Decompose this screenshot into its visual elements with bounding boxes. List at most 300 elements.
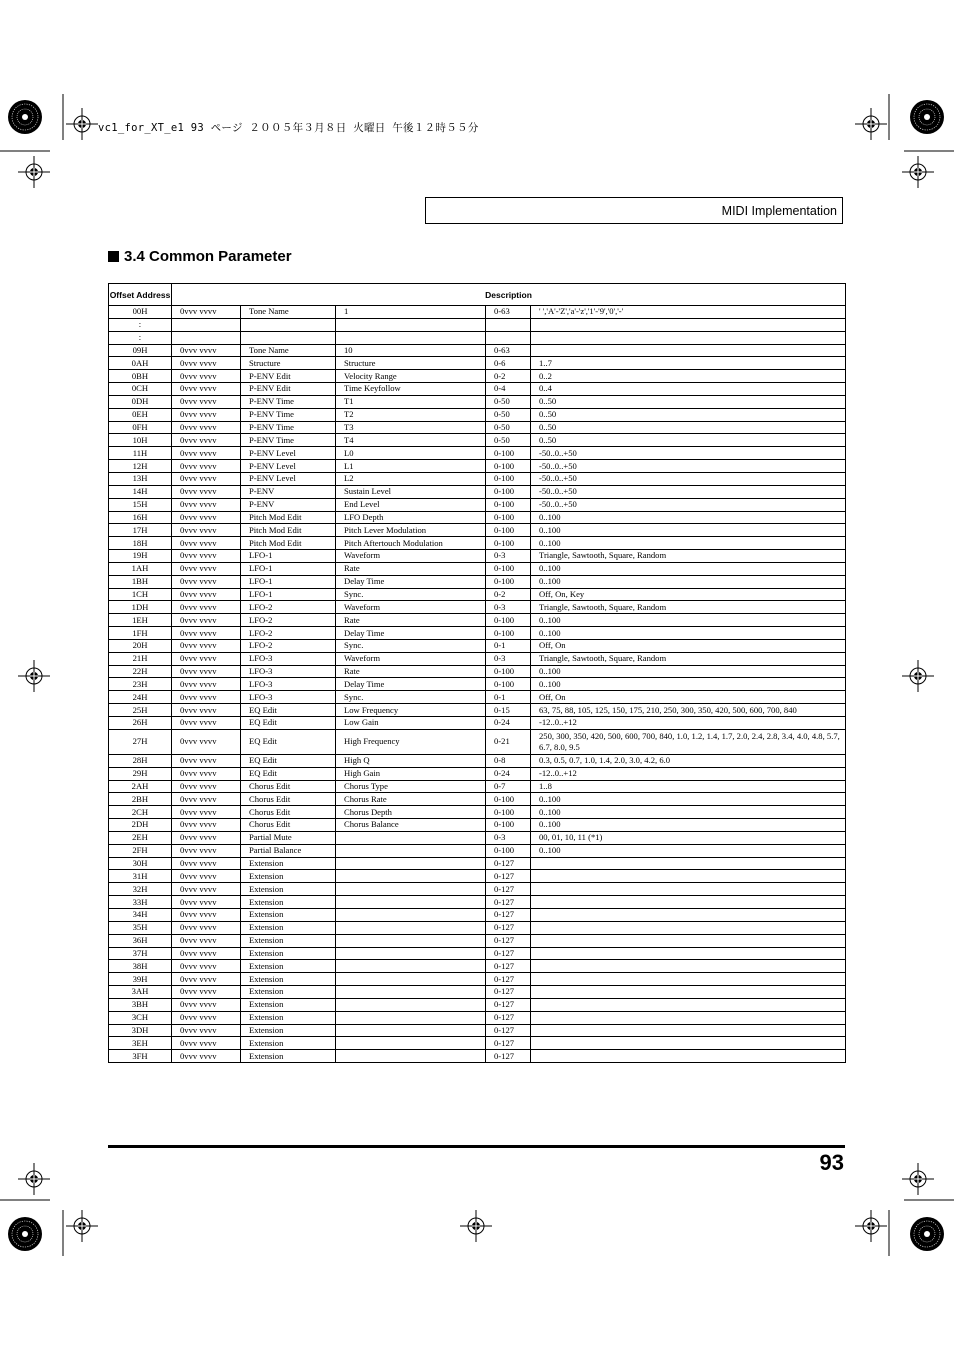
cell-parameter: LFO Depth [336, 511, 486, 524]
table-row [109, 844, 846, 857]
registration-target-icon [855, 108, 887, 140]
cell-parameter: T3 [336, 421, 486, 434]
cell-range: 0-127 [486, 947, 531, 960]
cell-range: 0-100 [486, 575, 531, 588]
cell-values: 0..100 [531, 793, 846, 806]
table-row [109, 588, 846, 601]
cell-values: -50..0..+50 [531, 447, 846, 460]
cell-address: 3DH [109, 1024, 172, 1037]
cell-range: 0-100 [486, 447, 531, 460]
cell-values [531, 1037, 846, 1050]
table-row [109, 908, 846, 921]
table-row [109, 434, 846, 447]
cell-group: EQ Edit [241, 767, 336, 780]
cell-bits: 0vvv vvvv [172, 870, 241, 883]
heading-text: 3.4 Common Parameter [124, 248, 292, 265]
cell-parameter: 10 [336, 344, 486, 357]
cell-range: 0-127 [486, 1037, 531, 1050]
cell-address: 1EH [109, 614, 172, 627]
cell-values: 0..100 [531, 819, 846, 832]
cell-range: 0-15 [486, 704, 531, 717]
cell-address: 3FH [109, 1050, 172, 1063]
cell-range [486, 331, 531, 344]
cell-group: LFO-1 [241, 562, 336, 575]
cell-address: 31H [109, 870, 172, 883]
table-row [109, 998, 846, 1011]
cell-bits: 0vvv vvvv [172, 524, 241, 537]
cell-group: Chorus Edit [241, 793, 336, 806]
cell-parameter: Structure [336, 357, 486, 370]
table-row [109, 408, 846, 421]
cell-range: 0-127 [486, 883, 531, 896]
cell-address: 09H [109, 344, 172, 357]
cell-parameter: Delay Time [336, 678, 486, 691]
registration-target-icon [460, 1210, 492, 1242]
cell-address: : [109, 331, 172, 344]
cell-parameter: Chorus Type [336, 780, 486, 793]
cell-values: 250, 300, 350, 420, 500, 600, 700, 840, 1.0, 1.2, 1.4, 1.7, 2.0, 2.4, 2.8, 3.4, 4.0, 4.8, 5.7, 6.7, 8.0, 9.5 [531, 729, 846, 754]
cell-bits: 0vvv vvvv [172, 652, 241, 665]
table-row [109, 717, 846, 730]
cell-group: Extension [241, 960, 336, 973]
cell-range: 0-50 [486, 421, 531, 434]
cell-parameter: L1 [336, 460, 486, 473]
cell-bits: 0vvv vvvv [172, 691, 241, 704]
cell-address: 16H [109, 511, 172, 524]
cell-parameter: L0 [336, 447, 486, 460]
cell-range: 0-24 [486, 717, 531, 730]
cell-values: 63, 75, 88, 105, 125, 150, 175, 210, 250, 300, 350, 420, 500, 600, 700, 840 [531, 704, 846, 717]
table-row [109, 960, 846, 973]
cell-parameter [336, 896, 486, 909]
table-row [109, 331, 846, 344]
cell-group: Pitch Mod Edit [241, 511, 336, 524]
cell-address: 10H [109, 434, 172, 447]
cell-group: LFO-2 [241, 601, 336, 614]
table-row [109, 870, 846, 883]
cell-parameter: Waveform [336, 550, 486, 563]
cell-range: 0-50 [486, 408, 531, 421]
cell-parameter: Rate [336, 562, 486, 575]
cell-values: 0..100 [531, 844, 846, 857]
registration-starburst-icon [910, 100, 944, 134]
table-row [109, 421, 846, 434]
cell-group: LFO-3 [241, 665, 336, 678]
registration-target-icon [902, 1163, 934, 1195]
cell-values: Off, On [531, 639, 846, 652]
cell-address: 0DH [109, 395, 172, 408]
cell-address: 34H [109, 908, 172, 921]
table-row [109, 678, 846, 691]
section-label: MIDI Implementation [721, 204, 837, 218]
cell-values: -50..0..+50 [531, 485, 846, 498]
table-row [109, 524, 846, 537]
registration-target-icon [18, 660, 50, 692]
cell-address: 32H [109, 883, 172, 896]
cell-range: 0-127 [486, 1011, 531, 1024]
table-row [109, 973, 846, 986]
cell-values [531, 883, 846, 896]
cell-values [531, 921, 846, 934]
cell-values [531, 1011, 846, 1024]
cell-address: : [109, 318, 172, 331]
cell-bits: 0vvv vvvv [172, 998, 241, 1011]
cell-group: Extension [241, 934, 336, 947]
cell-group: P-ENV Edit [241, 370, 336, 383]
cell-bits: 0vvv vvvv [172, 857, 241, 870]
cell-group: Extension [241, 973, 336, 986]
table-row [109, 857, 846, 870]
cell-group [241, 318, 336, 331]
cell-range: 0-127 [486, 857, 531, 870]
cell-address: 37H [109, 947, 172, 960]
registration-target-icon [66, 108, 98, 140]
cell-parameter: Pitch Lever Modulation [336, 524, 486, 537]
cell-address: 3AH [109, 986, 172, 999]
cell-parameter [336, 331, 486, 344]
cell-values [531, 857, 846, 870]
cell-bits: 0vvv vvvv [172, 896, 241, 909]
cell-range: 0-7 [486, 780, 531, 793]
cell-address: 24H [109, 691, 172, 704]
cell-parameter: Rate [336, 614, 486, 627]
cell-parameter: Sustain Level [336, 485, 486, 498]
cell-bits [172, 318, 241, 331]
table-row [109, 793, 846, 806]
cell-bits: 0vvv vvvv [172, 960, 241, 973]
cell-group: Chorus Edit [241, 780, 336, 793]
cell-parameter [336, 986, 486, 999]
cell-range: 0-63 [486, 306, 531, 319]
cell-parameter [336, 870, 486, 883]
cell-bits: 0vvv vvvv [172, 678, 241, 691]
cell-parameter [336, 998, 486, 1011]
section-heading [108, 248, 292, 265]
cell-bits: 0vvv vvvv [172, 921, 241, 934]
cell-group: EQ Edit [241, 729, 336, 754]
cell-bits: 0vvv vvvv [172, 357, 241, 370]
cell-address: 28H [109, 754, 172, 767]
cell-address: 21H [109, 652, 172, 665]
cell-values [531, 947, 846, 960]
cell-address: 30H [109, 857, 172, 870]
cell-parameter [336, 973, 486, 986]
cell-bits: 0vvv vvvv [172, 665, 241, 678]
cell-values [531, 973, 846, 986]
cell-values: 1..8 [531, 780, 846, 793]
cell-address: 15H [109, 498, 172, 511]
cell-range [486, 318, 531, 331]
cell-parameter: Sync. [336, 639, 486, 652]
table-row [109, 921, 846, 934]
table-row [109, 344, 846, 357]
cell-range: 0-50 [486, 434, 531, 447]
cell-parameter: End Level [336, 498, 486, 511]
cell-values: Triangle, Sawtooth, Square, Random [531, 550, 846, 563]
cell-range: 0-100 [486, 844, 531, 857]
cell-range: 0-127 [486, 986, 531, 999]
cell-group: Pitch Mod Edit [241, 537, 336, 550]
cell-range: 0-100 [486, 678, 531, 691]
cell-group: P-ENV Level [241, 460, 336, 473]
registration-target-icon [902, 660, 934, 692]
cell-parameter: Waveform [336, 601, 486, 614]
cell-values [531, 908, 846, 921]
cell-values: 0..100 [531, 678, 846, 691]
cell-address: 19H [109, 550, 172, 563]
cell-values: -50..0..+50 [531, 472, 846, 485]
table-body [109, 306, 846, 1063]
cell-range: 0-100 [486, 806, 531, 819]
table-row [109, 729, 846, 754]
cell-address: 38H [109, 960, 172, 973]
table-row [109, 395, 846, 408]
cell-values: 0..100 [531, 524, 846, 537]
cell-parameter [336, 857, 486, 870]
cell-address: 0FH [109, 421, 172, 434]
cell-group: Tone Name [241, 306, 336, 319]
cell-range: 0-127 [486, 1050, 531, 1063]
table-row [109, 550, 846, 563]
cell-range: 0-127 [486, 921, 531, 934]
cell-group: LFO-1 [241, 575, 336, 588]
cell-range: 0-1 [486, 691, 531, 704]
cell-group: Extension [241, 883, 336, 896]
cell-bits: 0vvv vvvv [172, 780, 241, 793]
cell-values: -12..0..+12 [531, 717, 846, 730]
cell-bits: 0vvv vvvv [172, 601, 241, 614]
cell-values [531, 986, 846, 999]
cell-parameter: High Gain [336, 767, 486, 780]
cell-group: LFO-3 [241, 678, 336, 691]
registration-starburst-icon [8, 100, 42, 134]
cell-values [531, 896, 846, 909]
cell-address: 23H [109, 678, 172, 691]
cell-bits: 0vvv vvvv [172, 908, 241, 921]
table-row [109, 614, 846, 627]
cell-bits: 0vvv vvvv [172, 550, 241, 563]
page-number: 93 [819, 1150, 844, 1175]
registration-target-icon [18, 1163, 50, 1195]
table-row [109, 306, 846, 319]
table-row [109, 537, 846, 550]
cell-values [531, 344, 846, 357]
table-row [109, 370, 846, 383]
cell-address: 2CH [109, 806, 172, 819]
cell-group: Extension [241, 1037, 336, 1050]
cell-address: 0CH [109, 383, 172, 396]
cell-address: 3EH [109, 1037, 172, 1050]
cell-address: 2BH [109, 793, 172, 806]
cell-bits: 0vvv vvvv [172, 806, 241, 819]
cell-values [531, 1050, 846, 1063]
table-row [109, 665, 846, 678]
cell-group: Extension [241, 1011, 336, 1024]
table-row [109, 896, 846, 909]
cell-values: 0..100 [531, 511, 846, 524]
cell-group: Chorus Edit [241, 806, 336, 819]
table-header-row [109, 284, 846, 306]
cell-bits: 0vvv vvvv [172, 883, 241, 896]
cell-group: P-ENV Time [241, 408, 336, 421]
cell-address: 26H [109, 717, 172, 730]
table-row [109, 562, 846, 575]
cell-values [531, 1024, 846, 1037]
cell-group: Structure [241, 357, 336, 370]
cell-address: 11H [109, 447, 172, 460]
cell-address: 18H [109, 537, 172, 550]
table-row [109, 652, 846, 665]
cell-address: 27H [109, 729, 172, 754]
table-row [109, 947, 846, 960]
cell-bits: 0vvv vvvv [172, 434, 241, 447]
cell-parameter [336, 921, 486, 934]
cell-values: ' ','A'-'Z','a'-'z','1'-'9','0','-' [531, 306, 846, 319]
print-job-header: vc1_for_XT_e1 93 ページ ２００５年３月８日 火曜日 午後１２時５５分 [98, 122, 479, 134]
cell-parameter [336, 1024, 486, 1037]
cell-range: 0-100 [486, 793, 531, 806]
registration-starburst-icon [8, 1217, 42, 1251]
cell-group: Chorus Edit [241, 819, 336, 832]
cell-values: -50..0..+50 [531, 498, 846, 511]
header-description: Description [172, 284, 846, 306]
cell-parameter: Velocity Range [336, 370, 486, 383]
cell-group: Extension [241, 1050, 336, 1063]
cell-parameter: Waveform [336, 652, 486, 665]
table-row [109, 447, 846, 460]
cell-address: 36H [109, 934, 172, 947]
cell-range: 0-100 [486, 537, 531, 550]
cell-range: 0-63 [486, 344, 531, 357]
cell-address: 2AH [109, 780, 172, 793]
table-row [109, 831, 846, 844]
cell-values [531, 934, 846, 947]
cell-group: LFO-1 [241, 588, 336, 601]
cell-bits: 0vvv vvvv [172, 588, 241, 601]
cell-parameter [336, 844, 486, 857]
cell-parameter: Pitch Aftertouch Modulation [336, 537, 486, 550]
cell-parameter [336, 947, 486, 960]
cell-range: 0-8 [486, 754, 531, 767]
table-row [109, 883, 846, 896]
cell-bits: 0vvv vvvv [172, 729, 241, 754]
table-row [109, 485, 846, 498]
cell-group: LFO-3 [241, 691, 336, 704]
table-row [109, 1011, 846, 1024]
cell-group: Partial Mute [241, 831, 336, 844]
cell-range: 0-100 [486, 562, 531, 575]
cell-range: 0-127 [486, 896, 531, 909]
cell-values: Off, On [531, 691, 846, 704]
cell-address: 3CH [109, 1011, 172, 1024]
cell-values: 0..50 [531, 408, 846, 421]
cell-range: 0-127 [486, 934, 531, 947]
cell-range: 0-100 [486, 665, 531, 678]
cell-parameter: High Q [336, 754, 486, 767]
cell-bits: 0vvv vvvv [172, 498, 241, 511]
cell-address: 35H [109, 921, 172, 934]
cell-bits: 0vvv vvvv [172, 831, 241, 844]
table-row [109, 1050, 846, 1063]
cell-bits: 0vvv vvvv [172, 1024, 241, 1037]
table-row [109, 780, 846, 793]
cell-bits: 0vvv vvvv [172, 537, 241, 550]
cell-parameter: 1 [336, 306, 486, 319]
table-row [109, 627, 846, 640]
cell-bits: 0vvv vvvv [172, 947, 241, 960]
cell-address: 17H [109, 524, 172, 537]
cell-address: 1BH [109, 575, 172, 588]
cell-address: 13H [109, 472, 172, 485]
cell-parameter: Rate [336, 665, 486, 678]
cell-range: 0-4 [486, 383, 531, 396]
cell-range: 0-127 [486, 870, 531, 883]
cell-bits: 0vvv vvvv [172, 306, 241, 319]
table-row [109, 767, 846, 780]
cell-values: Off, On, Key [531, 588, 846, 601]
cell-bits: 0vvv vvvv [172, 754, 241, 767]
cell-address: 0EH [109, 408, 172, 421]
cell-values: 0..50 [531, 434, 846, 447]
cell-parameter [336, 934, 486, 947]
cell-parameter: Sync. [336, 691, 486, 704]
cell-range: 0-100 [486, 472, 531, 485]
table-row [109, 1024, 846, 1037]
cell-address: 1FH [109, 627, 172, 640]
cell-bits: 0vvv vvvv [172, 460, 241, 473]
cell-bits: 0vvv vvvv [172, 1050, 241, 1063]
cell-address: 39H [109, 973, 172, 986]
cell-group: LFO-2 [241, 627, 336, 640]
cell-values: 0..100 [531, 537, 846, 550]
common-parameter-table [108, 283, 846, 1063]
cell-bits: 0vvv vvvv [172, 511, 241, 524]
cell-group: Extension [241, 908, 336, 921]
cell-address: 14H [109, 485, 172, 498]
table-row [109, 511, 846, 524]
registration-target-icon [66, 1210, 98, 1242]
cell-range: 0-3 [486, 831, 531, 844]
cell-group: LFO-2 [241, 614, 336, 627]
header-offset-address: Offset Address [109, 284, 172, 306]
cell-range: 0-3 [486, 550, 531, 563]
registration-target-icon [902, 156, 934, 188]
cell-bits [172, 331, 241, 344]
cell-bits: 0vvv vvvv [172, 575, 241, 588]
table-row [109, 704, 846, 717]
table-row [109, 460, 846, 473]
cell-address: 0AH [109, 357, 172, 370]
table-row [109, 357, 846, 370]
cell-values: Triangle, Sawtooth, Square, Random [531, 652, 846, 665]
cell-address: 33H [109, 896, 172, 909]
cell-range: 0-100 [486, 614, 531, 627]
cell-values: 0..100 [531, 575, 846, 588]
cell-group: P-ENV [241, 485, 336, 498]
cell-bits: 0vvv vvvv [172, 717, 241, 730]
cell-range: 0-24 [486, 767, 531, 780]
cell-parameter [336, 908, 486, 921]
cell-bits: 0vvv vvvv [172, 370, 241, 383]
cell-values: 0.3, 0.5, 0.7, 1.0, 1.4, 2.0, 3.0, 4.2, 6.0 [531, 754, 846, 767]
cell-range: 0-100 [486, 524, 531, 537]
cell-group: P-ENV Edit [241, 383, 336, 396]
cell-bits: 0vvv vvvv [172, 627, 241, 640]
table-row [109, 691, 846, 704]
table-row [109, 819, 846, 832]
cell-parameter: Low Gain [336, 717, 486, 730]
cell-bits: 0vvv vvvv [172, 1011, 241, 1024]
